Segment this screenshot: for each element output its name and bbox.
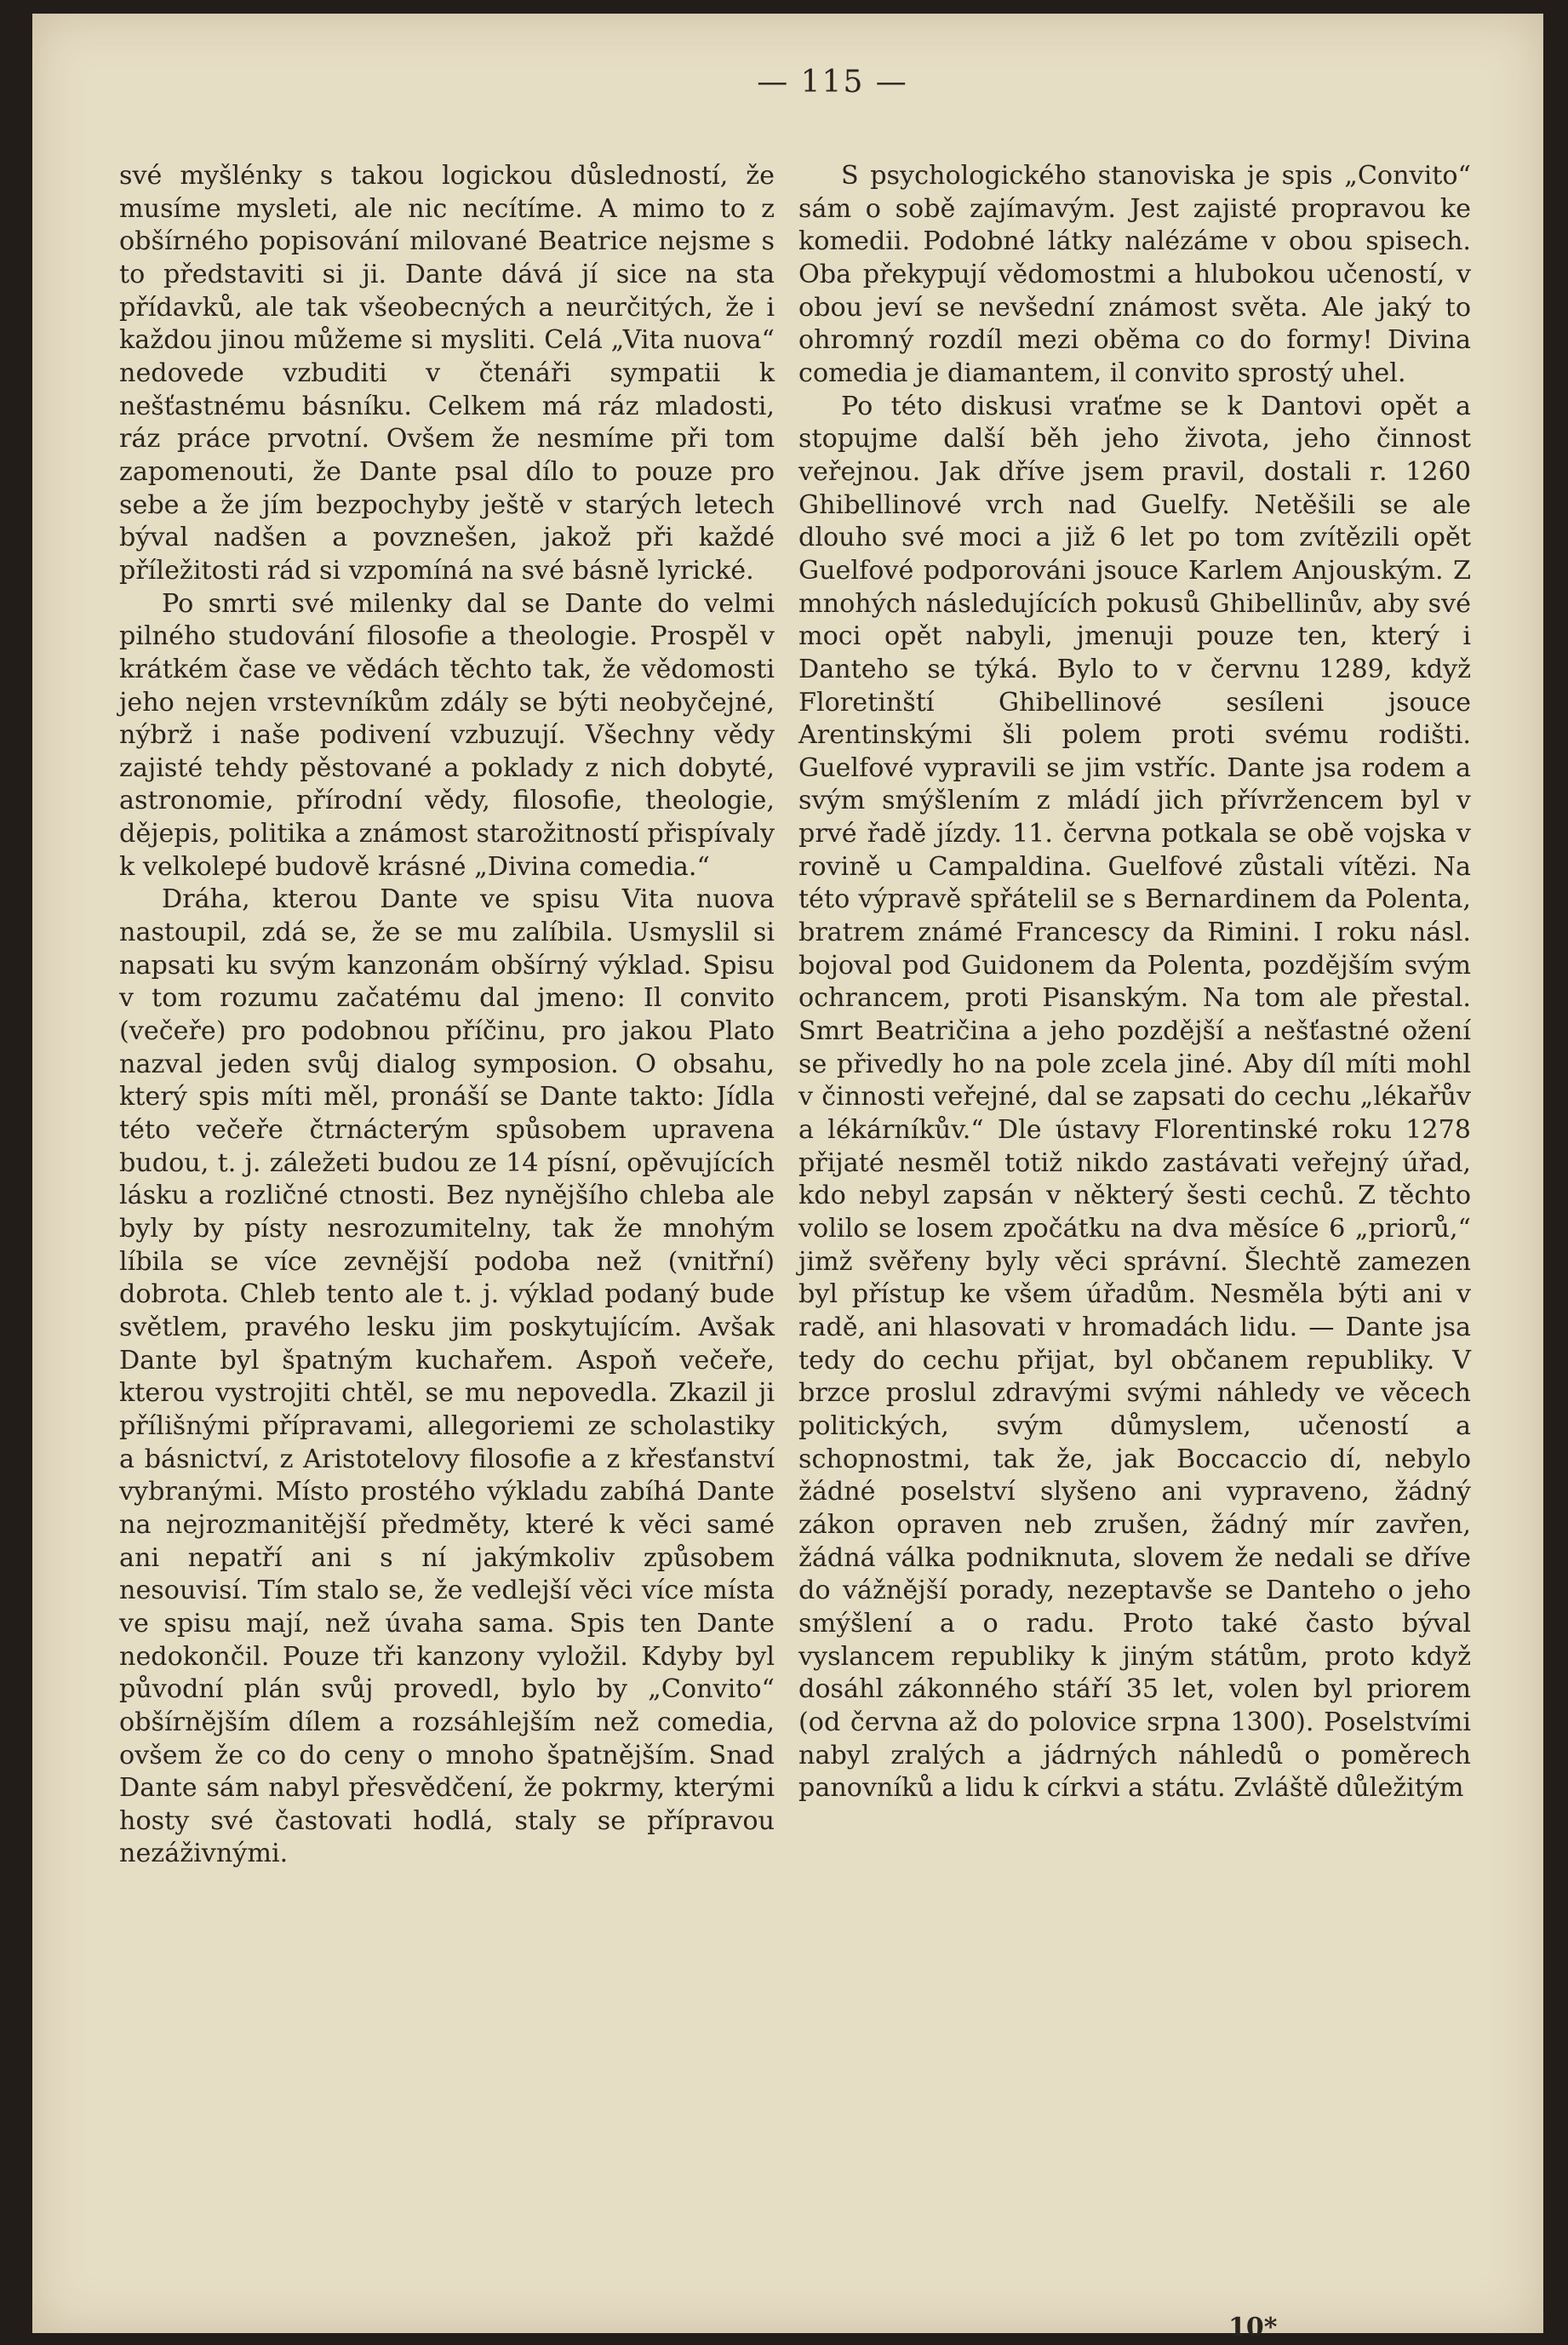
- paragraph: Po této diskusi vraťme se k Dantovi opět a stopujme další běh jeho života, jeho činnost veřejnou. Jak dříve jsem pravil, dostali r. 1260 Ghibellinové vrch nad Guelfy. Netěšili se ale dlouho své moci a již 6 let po tom zvítězili opět Guelfové podporováni jsouce Karlem Anjouským. Z mnohých následujících pokusů Ghibellinův, aby své moci opět nabyli, jmenuji pouze ten, který i Danteho se týká. Bylo to v červnu 1289, když Floretinští Ghibellinové sesíleni jsouce Arentinskými šli polem proti svému rodišti. Guelfové vypravili se jim vstříc. Dante jsa rodem a svým smýšlením z mládí jich přívržencem byl v prvé řadě jízdy. 11. června potkala se obě vojska v rovině u Campaldina. Guelfové zůstali vítězi. Na této výpravě spřátelil se s Bernardinem da Polenta, bratrem známé Francescy da Rimini. I roku násl. bojoval pod Guidonem da Polenta, pozdějším svým ochrancem, proti Pisanským. Na tom ale přestal. Smrt Beatričina a jeho pozdější a nešťastné ožení se přivedly ho na pole zcela jiné. Aby díl míti mohl v činnosti veřejné, dal se zapsati do cechu „lékařův a lékárníkův.“ Dle ústavy Florentinské roku 1278 přijaté nesměl totiž nikdo zastávati veřejný úřad, kdo nebyl zapsán v některý šesti cechů. Z těchto volilo se losem zpočátku na dva měsíce 6 „priorů,“ jimž svěřeny byly věci správní. Šlechtě zamezen byl přístup ke všem úřadům. Nesměla býti ani v radě, ani hlasovati v hromadách lidu. — Dante jsa tedy do cechu přijat, byl občanem republiky. V brzce proslul zdravými svými náhledy ve věcech politických, svým důmyslem, učeností a schopnostmi, tak že, jak Boccaccio dí, nebylo žádné poselství slyšeno ani vypraveno, žádný zákon opraven neb zrušen, žádný mír zavřen, žádná válka podniknuta, slovem že nedali se dříve do vážnější porady, nezeptavše se Danteho o jeho smýšlení a o radu. Proto také často býval vyslancem republiky k jiným státům, proto když dosáhl zákonného stáří 35 let, volen byl priorem (od června až do polovice srpna 1300). Poselstvími nabyl zralých a jádrných náhledů o poměrech panovníků a lidu k církvi a státu. Zvláště důležitým: [798, 391, 1471, 1804]
- paragraph: Dráha, kterou Dante ve spisu Vita nuova nastoupil, zdá se, že se mu zalíbila. Usmyslil si napsati ku svým kanzonám obšírný výklad. Spisu v tom rozumu začatému dal jmeno: Il convito (večeře) pro podobnou příčinu, pro jakou Plato nazval jeden svůj dialog symposion. O obsahu, který spis míti měl, pronáší se Dante takto: Jídla této večeře čtrnácterým spůsobem upravena budou, t. j. záležeti budou ze 14 písní, opěvujících lásku a rozličné ctnosti. Bez nynějšího chleba ale byly by písty nesrozumitelny, tak že mnohým líbila se více zevnější podoba než (vnitřní) dobrota. Chleb tento ale t. j. výklad podaný bude světlem, pravého lesku jim poskytujícím. Avšak Dante byl špatným kuchařem. Aspoň večeře, kterou vystrojiti chtěl, se mu nepovedla. Zkazil ji přílišnými přípravami, allegoriemi ze scholastiky a básnictví, z Aristotelovy filosofie a z křesťanství vybranými. Místo prostého výkladu zabíhá Dante na nejrozmanitější předměty, které k věci samé ani nepatří ani s ní jakýmkoliv způsobem nesouvisí. Tím stalo se, že vedlejší věci více místa ve spisu mají, než úvaha sama. Spis ten Dante nedokončil. Pouze tři kanzony vyložil. Kdyby byl původní plán svůj provedl, bylo by „Convito“ obšírnějším dílem a rozsáhlejším než comedia, ovšem že co do ceny o mnoho špatnějším. Snad Dante sám nabyl přesvědčení, že pokrmy, kterými hosty své častovati hodlá, staly se přípravou nezáživnými.: [119, 884, 775, 1869]
- paragraph: S psychologického stanoviska je spis „Convito“ sám o sobě zajímavým. Jest zajisté propravou ke komedii. Podobné látky nalézáme v obou spisech. Oba překypují vědomostmi a hlubokou učeností, v obou jeví se nevšední známost světa. Ale jaký to ohromný rozdíl mezi oběma co do formy! Divina comedia je diamantem, il convito sprostý uhel.: [798, 161, 1471, 388]
- signature-mark: 10*: [1228, 2313, 1278, 2342]
- book-page: [32, 14, 1543, 2342]
- paragraph: své myšlénky s takou logickou důsledností, že musíme mysleti, ale nic necítíme. A mimo to z obšírného popisování milované Beatrice nejsme s to představiti si ji. Dante dává jí sice na sta přídavků, ale tak všeobecných a neurčitých, že i každou jinou můžeme si mysliti. Celá „Vita nuova“ nedovede vzbuditi v čtenáři sympatii k nešťastnému básníku. Celkem má ráz mladosti, ráz práce prvotní. Ovšem že nesmíme při tom zapomenouti, že Dante psal dílo to pouze pro sebe a že jím bezpochyby ještě v starých letech býval nadšen a povznešen, jakož při každé příležitosti rád si vzpomíná na své básně lyrické.: [119, 161, 775, 586]
- page-number: — 115 —: [757, 65, 908, 100]
- paragraph: Po smrti své milenky dal se Dante do velmi pilného studování filosofie a theologie. Prospěl v krátkém čase ve vědách těchto tak, že vědomosti jeho nejen vrstevníkům zdály se býti neobyčejné, nýbrž i naše podivení vzbuzují. Všechny vědy zajisté tehdy pěstované a poklady z nich dobyté, astronomie, přírodní vědy, filosofie, theologie, dějepis, politika a známost starožitností přispívaly k velkolepé budově krásné „Divina comedia.“: [119, 588, 775, 882]
- right-column: [798, 160, 1471, 1805]
- left-column: [119, 160, 775, 1871]
